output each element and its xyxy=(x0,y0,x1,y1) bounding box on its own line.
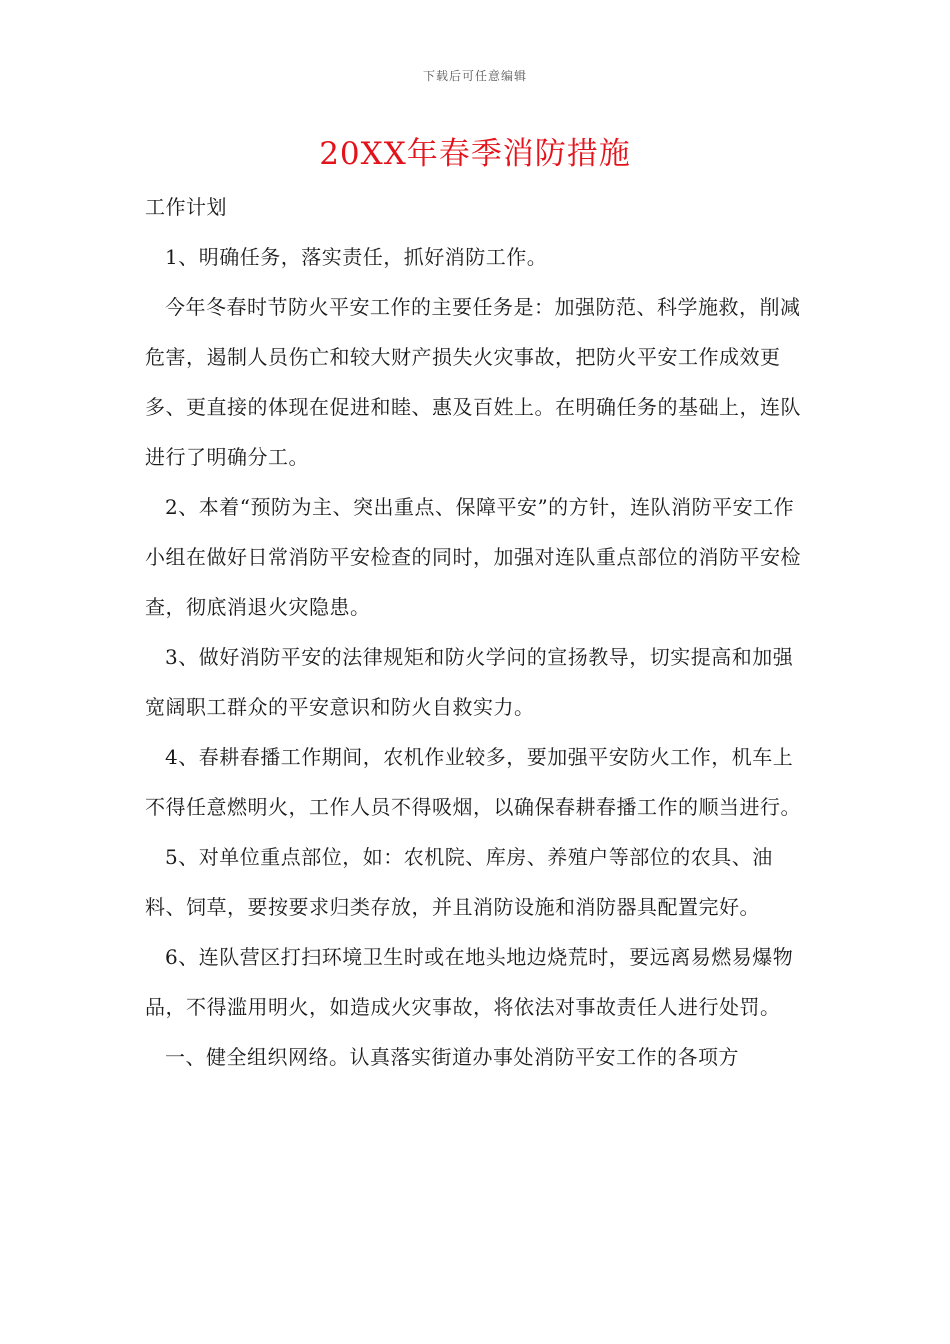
paragraph-7: 6、连队营区打扫环境卫生时或在地头地边烧荒时，要远离易燃易爆物品，不得滥用明火，如造成火灾事故，将依法对事故责任人进行处罚。 xyxy=(145,945,794,1019)
header-note: 下载后可任意编辑 xyxy=(422,69,527,83)
paragraph-2: 今年冬春时节防火平安工作的主要任务是：加强防范、科学施救，削减危害，遏制人员伤亡和较大财产损失火灾事故，把防火平安工作成效更多、更直接的体现在促进和睦、惠及百姓上。在明确任务的基础上，连队进行了明确分工。 xyxy=(145,295,801,469)
paragraph-1: 1、明确任务，落实责任，抓好消防工作。 xyxy=(165,245,548,269)
document-body xyxy=(145,182,810,1082)
section-heading: 工作计划 xyxy=(145,195,227,219)
document-title: 20XX年春季消防措施 xyxy=(319,136,631,172)
paragraph-8: 一、健全组织网络。认真落实街道办事处消防平安工作的各项方 xyxy=(165,1045,739,1069)
paragraph-4: 3、做好消防平安的法律规矩和防火学问的宣扬教导，切实提高和加强宽阔职工群众的平安意识和防火自救实力。 xyxy=(145,645,794,719)
paragraph-3: 2、本着“预防为主、突出重点、保障平安”的方针，连队消防平安工作小组在做好日常消防平安检查的同时，加强对连队重点部位的消防平安检查，彻底消退火灾隐患。 xyxy=(145,495,801,619)
paragraph-5: 4、春耕春播工作期间，农机作业较多，要加强平安防火工作，机车上不得任意燃明火，工作人员不得吸烟，以确保春耕春播工作的顺当进行。 xyxy=(145,745,801,819)
paragraph-6: 5、对单位重点部位，如：农机院、库房、养殖户等部位的农具、油料、饲草，要按要求归类存放，并且消防设施和消防器具配置完好。 xyxy=(145,845,773,919)
